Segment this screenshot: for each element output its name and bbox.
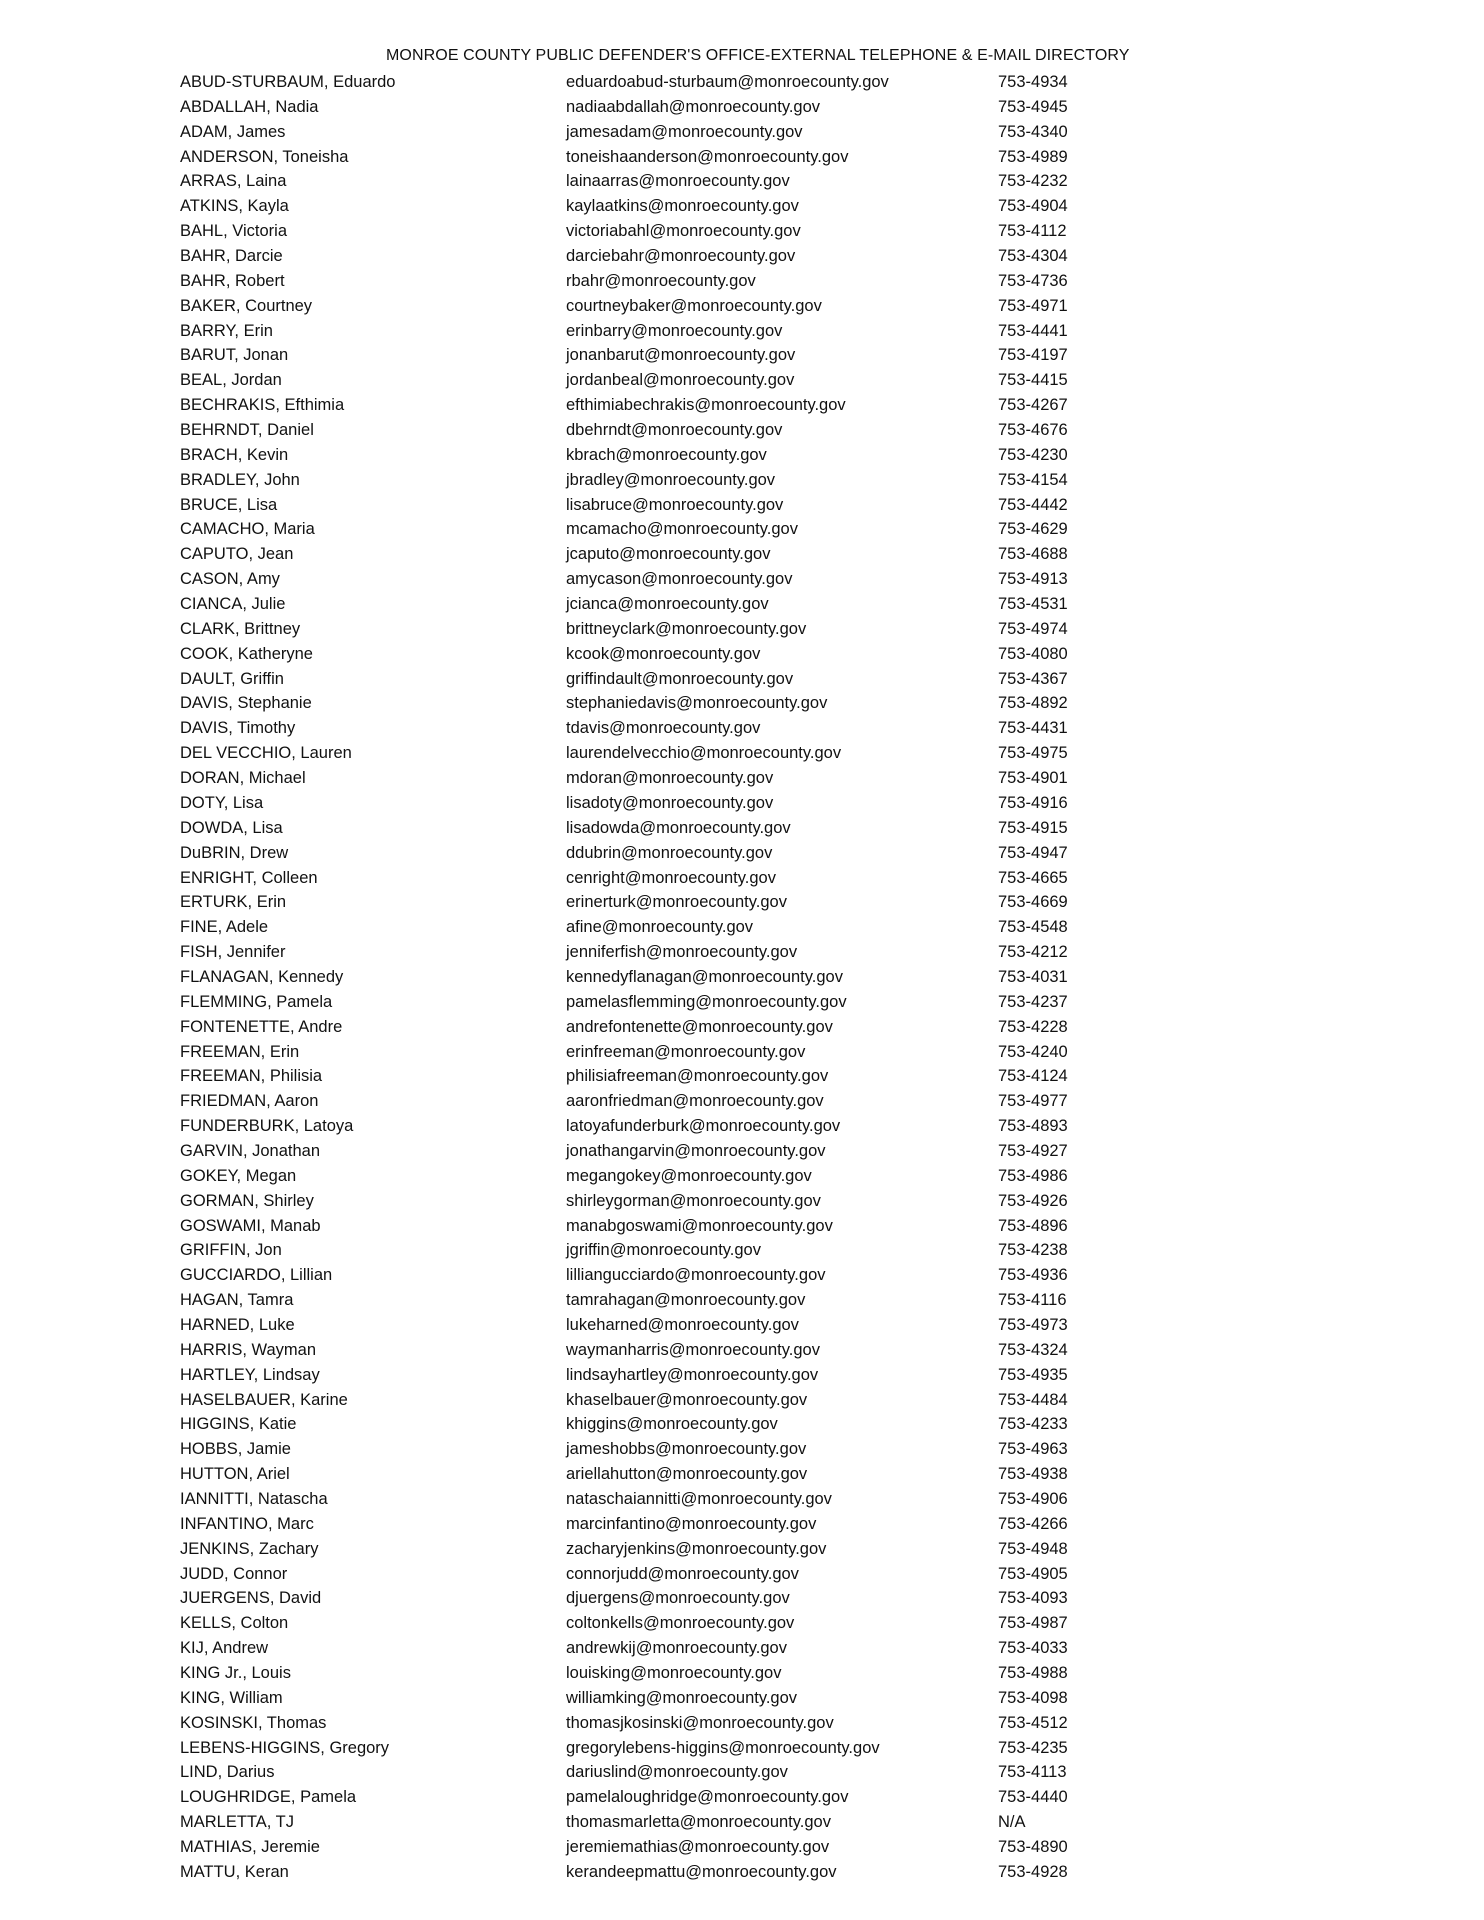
contact-email: afine@monroecounty.gov	[566, 918, 754, 937]
directory-row	[180, 418, 1120, 443]
directory-row	[180, 319, 1120, 344]
contact-name: BEAL, Jordan	[180, 371, 282, 390]
contact-email: lindsayhartley@monroecounty.gov	[566, 1365, 819, 1384]
contact-name: BAHR, Robert	[180, 271, 285, 290]
contact-phone: 753-4913	[998, 570, 1068, 589]
directory-row	[180, 120, 1120, 145]
contact-name: ERTURK, Erin	[180, 893, 287, 912]
directory-row	[180, 890, 1120, 915]
contact-email: lisabruce@monroecounty.gov	[566, 495, 784, 514]
contact-email: louisking@monroecounty.gov	[566, 1664, 782, 1682]
directory-row	[180, 393, 1120, 418]
directory-row	[180, 667, 1120, 692]
contact-phone: 753-4442	[998, 495, 1068, 514]
contact-email: tdavis@monroecounty.gov	[566, 719, 761, 738]
contact-email: dbehrndt@monroecounty.gov	[566, 421, 783, 440]
contact-name: FISH, Jennifer	[180, 943, 286, 962]
directory-row	[180, 816, 1120, 841]
contact-email: griffindault@monroecounty.gov	[566, 669, 794, 688]
contact-phone: 753-4548	[998, 918, 1068, 937]
contact-phone: 753-4988	[998, 1664, 1068, 1682]
contact-phone: 753-4237	[998, 992, 1068, 1011]
contact-email: lisadowda@monroecounty.gov	[566, 818, 791, 837]
contact-name: MARLETTA, TJ	[180, 1813, 294, 1832]
contact-phone: 753-4927	[998, 1141, 1068, 1160]
contact-email: thomasjkosinski@monroecounty.gov	[566, 1713, 834, 1732]
contact-name: BRACH, Kevin	[180, 445, 289, 464]
contact-phone: 753-4947	[998, 843, 1068, 862]
directory-list	[180, 70, 1120, 1885]
directory-row	[180, 567, 1120, 592]
contact-phone: 753-4935	[998, 1365, 1068, 1384]
contact-email: erinfreeman@monroecounty.gov	[566, 1042, 806, 1061]
contact-phone: 753-4093	[998, 1589, 1068, 1608]
contact-phone: 753-4266	[998, 1514, 1068, 1533]
contact-name: BAHL, Victoria	[180, 222, 287, 241]
contact-name: BEHRNDT, Daniel	[180, 421, 314, 440]
contact-phone: 753-4916	[998, 793, 1068, 812]
contact-email: latoyafunderburk@monroecounty.gov	[566, 1117, 841, 1136]
contact-phone: 753-4936	[998, 1266, 1068, 1285]
directory-row	[180, 965, 1120, 990]
directory-row	[180, 1238, 1120, 1263]
directory-row	[180, 269, 1120, 294]
contact-email: erinerturk@monroecounty.gov	[566, 893, 787, 912]
contact-name: JUERGENS, David	[180, 1589, 322, 1608]
contact-email: jbradley@monroecounty.gov	[566, 470, 776, 489]
directory-row	[180, 1089, 1120, 1114]
contact-name: BAKER, Courtney	[180, 296, 313, 315]
contact-name: HARNED, Luke	[180, 1315, 295, 1334]
contact-phone: 753-4665	[998, 868, 1068, 887]
contact-phone: 753-4901	[998, 769, 1068, 788]
directory-row	[180, 1338, 1120, 1363]
contact-phone: 753-4031	[998, 967, 1068, 986]
contact-email: djuergens@monroecounty.gov	[566, 1589, 790, 1608]
contact-name: JENKINS, Zachary	[180, 1539, 319, 1558]
contact-name: DuBRIN, Drew	[180, 843, 289, 862]
contact-phone: 753-4113	[998, 1763, 1067, 1782]
contact-name: BRUCE, Lisa	[180, 495, 278, 514]
contact-name: HIGGINS, Katie	[180, 1415, 297, 1434]
contact-name: MATTU, Keran	[180, 1862, 289, 1881]
contact-email: williamking@monroecounty.gov	[566, 1688, 798, 1707]
contact-phone: 753-4124	[998, 1067, 1068, 1086]
directory-row	[180, 70, 1120, 95]
directory-row	[180, 1388, 1120, 1413]
contact-email: kaylaatkins@monroecounty.gov	[566, 197, 799, 216]
contact-email: gregorylebens-higgins@monroecounty.gov	[566, 1738, 880, 1757]
contact-phone: 753-4987	[998, 1614, 1068, 1633]
directory-row	[180, 219, 1120, 244]
directory-row	[180, 1860, 1120, 1885]
contact-email: khaselbauer@monroecounty.gov	[566, 1390, 808, 1409]
contact-email: jordanbeal@monroecounty.gov	[566, 371, 795, 390]
directory-row	[180, 592, 1120, 617]
contact-phone: 753-4904	[998, 197, 1068, 216]
contact-name: GOKEY, Megan	[180, 1166, 297, 1185]
directory-row	[180, 1711, 1120, 1736]
directory-row	[180, 517, 1120, 542]
contact-email: erinbarry@monroecounty.gov	[566, 321, 783, 340]
directory-row	[180, 1288, 1120, 1313]
contact-phone: 753-4945	[998, 97, 1068, 116]
contact-email: rbahr@monroecounty.gov	[566, 271, 756, 290]
directory-row	[180, 1263, 1120, 1288]
contact-email: shirleygorman@monroecounty.gov	[566, 1191, 821, 1210]
contact-email: kbrach@monroecounty.gov	[566, 445, 767, 464]
contact-phone: 753-4267	[998, 396, 1068, 415]
contact-name: HAGAN, Tamra	[180, 1291, 294, 1310]
contact-email: brittneyclark@monroecounty.gov	[566, 619, 807, 638]
contact-name: DORAN, Michael	[180, 769, 306, 788]
contact-name: CLARK, Brittney	[180, 619, 301, 638]
directory-row	[180, 244, 1120, 269]
contact-name: JUDD, Connor	[180, 1564, 288, 1583]
directory-row	[180, 691, 1120, 716]
contact-name: LIND, Darius	[180, 1763, 275, 1782]
directory-row	[180, 468, 1120, 493]
directory-row	[180, 1437, 1120, 1462]
contact-phone: 753-4235	[998, 1738, 1068, 1757]
directory-row	[180, 1611, 1120, 1636]
directory-row	[180, 1785, 1120, 1810]
contact-email: victoriabahl@monroecounty.gov	[566, 222, 801, 241]
contact-name: CAMACHO, Maria	[180, 520, 315, 539]
contact-phone: 753-4228	[998, 1017, 1068, 1036]
contact-email: andrefontenette@monroecounty.gov	[566, 1017, 833, 1036]
contact-name: BARUT, Jonan	[180, 346, 289, 365]
directory-row	[180, 1139, 1120, 1164]
contact-name: FLEMMING, Pamela	[180, 992, 333, 1011]
contact-phone: 753-4080	[998, 644, 1068, 663]
directory-row	[180, 1736, 1120, 1761]
contact-email: ddubrin@monroecounty.gov	[566, 843, 773, 862]
directory-row	[180, 642, 1120, 667]
contact-email: jonanbarut@monroecounty.gov	[566, 346, 796, 365]
contact-email: kerandeepmattu@monroecounty.gov	[566, 1862, 837, 1881]
directory-row	[180, 194, 1120, 219]
directory-row	[180, 368, 1120, 393]
contact-name: GRIFFIN, Jon	[180, 1241, 282, 1260]
contact-email: courtneybaker@monroecounty.gov	[566, 296, 822, 315]
contact-phone: 753-4232	[998, 172, 1068, 191]
directory-row	[180, 1636, 1120, 1661]
contact-phone: 753-4441	[998, 321, 1068, 340]
contact-email: toneishaanderson@monroecounty.gov	[566, 147, 849, 166]
contact-phone: 753-4212	[998, 943, 1068, 962]
contact-phone: 753-4531	[998, 595, 1068, 614]
directory-row	[180, 1412, 1120, 1437]
directory-row	[180, 1040, 1120, 1065]
contact-email: lisadoty@monroecounty.gov	[566, 793, 774, 812]
directory-row	[180, 1586, 1120, 1611]
contact-email: jgriffin@monroecounty.gov	[566, 1241, 761, 1260]
contact-email: coltonkells@monroecounty.gov	[566, 1614, 795, 1633]
contact-name: BAHR, Darcie	[180, 247, 283, 266]
contact-email: nataschaiannitti@monroecounty.gov	[566, 1489, 832, 1508]
contact-name: CAPUTO, Jean	[180, 545, 294, 564]
contact-email: stephaniedavis@monroecounty.gov	[566, 694, 828, 713]
contact-name: HASELBAUER, Karine	[180, 1390, 348, 1409]
directory-row	[180, 1164, 1120, 1189]
directory-row	[180, 1512, 1120, 1537]
contact-phone: 753-4915	[998, 818, 1068, 837]
contact-name: INFANTINO, Marc	[180, 1514, 314, 1533]
directory-row	[180, 1810, 1120, 1835]
contact-name: BARRY, Erin	[180, 321, 273, 340]
directory-row	[180, 542, 1120, 567]
directory-row	[180, 169, 1120, 194]
contact-email: connorjudd@monroecounty.gov	[566, 1564, 799, 1583]
contact-email: laurendelvecchio@monroecounty.gov	[566, 744, 842, 763]
contact-name: DAULT, Griffin	[180, 669, 284, 688]
contact-email: jcianca@monroecounty.gov	[566, 595, 769, 614]
contact-phone: 753-4986	[998, 1166, 1068, 1185]
contact-email: mcamacho@monroecounty.gov	[566, 520, 798, 539]
contact-name: HUTTON, Ariel	[180, 1465, 290, 1484]
contact-email: pamelasflemming@monroecounty.gov	[566, 992, 847, 1011]
contact-name: ARRAS, Laina	[180, 172, 287, 191]
contact-name: FREEMAN, Philisia	[180, 1067, 323, 1086]
directory-row	[180, 1114, 1120, 1139]
contact-phone: 753-4938	[998, 1465, 1068, 1484]
contact-name: GOSWAMI, Manab	[180, 1216, 321, 1235]
directory-row	[180, 617, 1120, 642]
contact-phone: 753-4975	[998, 744, 1068, 763]
contact-email: waymanharris@monroecounty.gov	[566, 1340, 820, 1359]
contact-email: jonathangarvin@monroecounty.gov	[566, 1141, 826, 1160]
directory-row	[180, 940, 1120, 965]
directory-row	[180, 1661, 1120, 1686]
contact-phone: 753-4240	[998, 1042, 1068, 1061]
contact-name: FLANAGAN, Kennedy	[180, 967, 344, 986]
contact-phone: 753-4116	[998, 1291, 1067, 1310]
contact-name: DEL VECCHIO, Lauren	[180, 744, 352, 763]
contact-email: cenright@monroecounty.gov	[566, 868, 776, 887]
directory-row	[180, 990, 1120, 1015]
contact-phone: 753-4304	[998, 247, 1068, 266]
directory-row	[180, 791, 1120, 816]
contact-phone: 753-4033	[998, 1639, 1068, 1658]
contact-email: tamrahagan@monroecounty.gov	[566, 1291, 806, 1310]
directory-row	[180, 716, 1120, 741]
contact-phone: 753-4905	[998, 1564, 1068, 1583]
contact-email: lukeharned@monroecounty.gov	[566, 1315, 799, 1334]
directory-row	[180, 1462, 1120, 1487]
contact-email: efthimiabechrakis@monroecounty.gov	[566, 396, 846, 415]
contact-name: KIJ, Andrew	[180, 1639, 269, 1658]
contact-email: jcaputo@monroecounty.gov	[566, 545, 771, 564]
contact-email: kcook@monroecounty.gov	[566, 644, 761, 663]
contact-email: lainaarras@monroecounty.gov	[566, 172, 790, 191]
contact-name: DOWDA, Lisa	[180, 818, 283, 837]
contact-phone: 753-4977	[998, 1092, 1068, 1111]
contact-name: ANDERSON, Toneisha	[180, 147, 349, 166]
contact-name: DOTY, Lisa	[180, 793, 264, 812]
contact-name: FUNDERBURK, Latoya	[180, 1117, 354, 1136]
contact-email: kennedyflanagan@monroecounty.gov	[566, 967, 843, 986]
contact-name: MATHIAS, Jeremie	[180, 1838, 320, 1857]
contact-phone: 753-4098	[998, 1688, 1068, 1707]
contact-phone: 753-4974	[998, 619, 1068, 638]
directory-row	[180, 1214, 1120, 1239]
contact-email: aaronfriedman@monroecounty.gov	[566, 1092, 824, 1111]
contact-email: philisiafreeman@monroecounty.gov	[566, 1067, 829, 1086]
contact-phone: 753-4197	[998, 346, 1068, 365]
contact-phone: 753-4934	[998, 73, 1068, 91]
page-title: MONROE COUNTY PUBLIC DEFENDER'S OFFICE-EXTERNAL TELEPHONE & E-MAIL DIRECTORY	[386, 47, 1130, 64]
directory-row	[180, 1760, 1120, 1785]
contact-email: andrewkij@monroecounty.gov	[566, 1639, 787, 1658]
contact-phone: 753-4415	[998, 371, 1068, 390]
contact-name: HARRIS, Wayman	[180, 1340, 316, 1359]
directory-row	[180, 1015, 1120, 1040]
contact-phone: 753-4324	[998, 1340, 1068, 1359]
contact-phone: 753-4906	[998, 1489, 1068, 1508]
contact-phone: 753-4926	[998, 1191, 1068, 1210]
contact-email: amycason@monroecounty.gov	[566, 570, 793, 589]
contact-name: ABUD-STURBAUM, Eduardo	[180, 73, 396, 91]
contact-phone: 753-4892	[998, 694, 1068, 713]
contact-email: jameshobbs@monroecounty.gov	[566, 1440, 807, 1459]
directory-row	[180, 1363, 1120, 1388]
contact-phone: 753-4238	[998, 1241, 1068, 1260]
contact-phone: 753-4890	[998, 1838, 1068, 1857]
contact-phone: 753-4340	[998, 122, 1068, 141]
contact-phone: 753-4367	[998, 669, 1068, 688]
contact-name: HARTLEY, Lindsay	[180, 1365, 320, 1384]
contact-name: BECHRAKIS, Efthimia	[180, 396, 345, 415]
contact-phone: 753-4896	[998, 1216, 1068, 1235]
contact-phone: 753-4230	[998, 445, 1068, 464]
contact-phone: 753-4973	[998, 1315, 1068, 1334]
directory-row	[180, 1189, 1120, 1214]
contact-name: DAVIS, Timothy	[180, 719, 296, 738]
contact-name: ATKINS, Kayla	[180, 197, 289, 216]
directory-row	[180, 915, 1120, 940]
contact-phone: 753-4154	[998, 470, 1068, 489]
contact-phone: 753-4112	[998, 222, 1067, 241]
contact-name: LEBENS-HIGGINS, Gregory	[180, 1738, 390, 1757]
directory-row	[180, 1562, 1120, 1587]
contact-name: DAVIS, Stephanie	[180, 694, 312, 713]
contact-phone: 753-4989	[998, 147, 1068, 166]
directory-row	[180, 1064, 1120, 1089]
contact-name: KING Jr., Louis	[180, 1664, 291, 1682]
contact-name: FONTENETTE, Andre	[180, 1017, 343, 1036]
contact-name: KING, William	[180, 1688, 283, 1707]
directory-row	[180, 443, 1120, 468]
directory-row	[180, 866, 1120, 891]
directory-row	[180, 841, 1120, 866]
contact-name: GORMAN, Shirley	[180, 1191, 314, 1210]
directory-row	[180, 1487, 1120, 1512]
directory-row	[180, 493, 1120, 518]
contact-email: megangokey@monroecounty.gov	[566, 1166, 812, 1185]
contact-email: pamelaloughridge@monroecounty.gov	[566, 1788, 849, 1807]
contact-phone: 753-4431	[998, 719, 1068, 738]
contact-email: jeremiemathias@monroecounty.gov	[566, 1838, 830, 1857]
contact-name: CASON, Amy	[180, 570, 280, 589]
contact-email: zacharyjenkins@monroecounty.gov	[566, 1539, 827, 1558]
contact-name: HOBBS, Jamie	[180, 1440, 291, 1459]
contact-phone: 753-4233	[998, 1415, 1068, 1434]
directory-row	[180, 1313, 1120, 1338]
contact-email: ariellahutton@monroecounty.gov	[566, 1465, 808, 1484]
contact-name: ABDALLAH, Nadia	[180, 97, 319, 116]
contact-email: jenniferfish@monroecounty.gov	[566, 943, 798, 962]
contact-name: COOK, Katheryne	[180, 644, 313, 663]
contact-name: GARVIN, Jonathan	[180, 1141, 321, 1160]
contact-phone: 753-4688	[998, 545, 1068, 564]
contact-phone: 753-4669	[998, 893, 1068, 912]
directory-row	[180, 1537, 1120, 1562]
contact-name: FREEMAN, Erin	[180, 1042, 300, 1061]
contact-phone: 753-4963	[998, 1440, 1068, 1459]
contact-phone: 753-4484	[998, 1390, 1068, 1409]
contact-phone: 753-4629	[998, 520, 1068, 539]
contact-name: IANNITTI, Natascha	[180, 1489, 328, 1508]
contact-phone: 753-4971	[998, 296, 1068, 315]
contact-email: marcinfantino@monroecounty.gov	[566, 1514, 817, 1533]
contact-phone: 753-4512	[998, 1713, 1068, 1732]
directory-row	[180, 1686, 1120, 1711]
contact-email: manabgoswami@monroecounty.gov	[566, 1216, 833, 1235]
contact-email: eduardoabud-sturbaum@monroecounty.gov	[566, 73, 889, 91]
directory-row	[180, 343, 1120, 368]
contact-email: khiggins@monroecounty.gov	[566, 1415, 778, 1434]
directory-row	[180, 95, 1120, 120]
contact-name: ADAM, James	[180, 122, 286, 141]
contact-name: FINE, Adele	[180, 918, 269, 937]
contact-phone: 753-4676	[998, 421, 1068, 440]
contact-phone: 753-4440	[998, 1788, 1068, 1807]
contact-name: KOSINSKI, Thomas	[180, 1713, 327, 1732]
directory-row	[180, 741, 1120, 766]
contact-email: darciebahr@monroecounty.gov	[566, 247, 796, 266]
contact-name: FRIEDMAN, Aaron	[180, 1092, 319, 1111]
contact-name: CIANCA, Julie	[180, 595, 286, 614]
contact-email: mdoran@monroecounty.gov	[566, 769, 774, 788]
directory-row	[180, 294, 1120, 319]
contact-name: KELLS, Colton	[180, 1614, 289, 1633]
contact-email: dariuslind@monroecounty.gov	[566, 1763, 788, 1782]
contact-email: lilliangucciardo@monroecounty.gov	[566, 1266, 826, 1285]
contact-phone: 753-4948	[998, 1539, 1068, 1558]
contact-email: thomasmarletta@monroecounty.gov	[566, 1813, 831, 1832]
contact-phone: 753-4928	[998, 1862, 1068, 1881]
contact-phone: 753-4893	[998, 1117, 1068, 1136]
contact-name: LOUGHRIDGE, Pamela	[180, 1788, 357, 1807]
directory-row	[180, 145, 1120, 170]
contact-name: BRADLEY, John	[180, 470, 300, 489]
contact-phone: 753-4736	[998, 271, 1068, 290]
directory-row	[180, 1835, 1120, 1860]
contact-name: ENRIGHT, Colleen	[180, 868, 318, 887]
contact-email: jamesadam@monroecounty.gov	[566, 122, 803, 141]
contact-name: GUCCIARDO, Lillian	[180, 1266, 333, 1285]
contact-email: nadiaabdallah@monroecounty.gov	[566, 97, 821, 116]
directory-row	[180, 766, 1120, 791]
contact-phone: N/A	[998, 1813, 1026, 1832]
